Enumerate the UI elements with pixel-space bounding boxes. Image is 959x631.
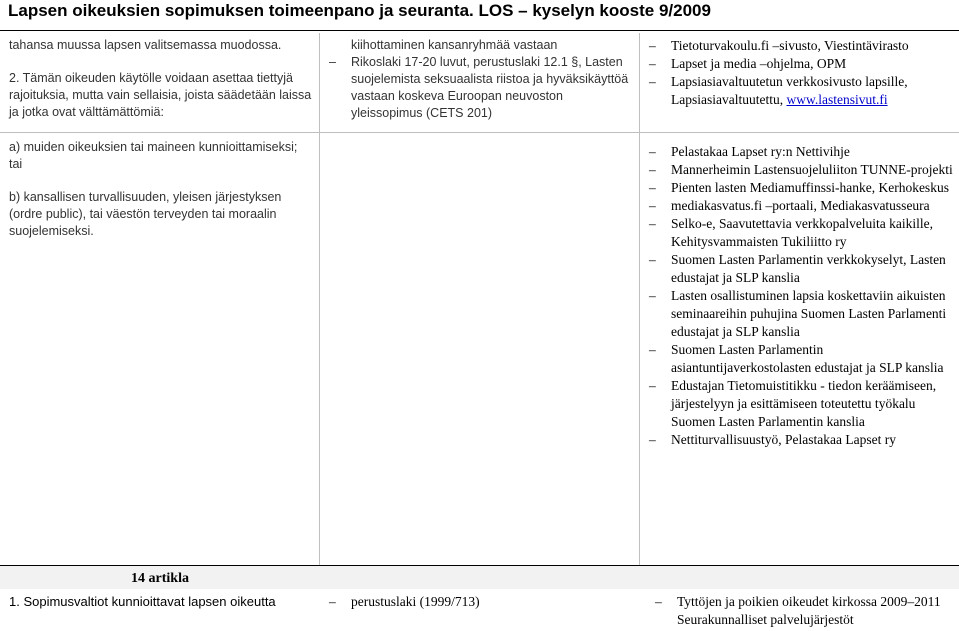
list-item-text: Rikoslaki 17-20 luvut, perustuslaki 12.1 §, Lasten suojelemista seksuaalista riistoa ja hyväksikäyttöä vastaan koskeva Euroopan neuvoston yleissopimus (CETS 201) <box>351 55 629 120</box>
title-rule <box>0 30 959 31</box>
list-item <box>649 251 953 287</box>
article-measure <box>329 593 629 611</box>
list-item-text: Tietoturvakoulu.fi –sivusto, Viestintävirasto <box>671 38 909 53</box>
dash-icon: – <box>649 56 656 71</box>
dash-icon: – <box>649 342 656 357</box>
dash-icon: – <box>649 432 656 447</box>
list-item <box>649 161 953 179</box>
dash-icon: – <box>329 594 336 609</box>
paragraph: tahansa muussa lapsen valitsemassa muodossa. <box>9 38 282 52</box>
dash-icon: – <box>655 594 662 609</box>
content-table <box>0 33 959 565</box>
list-item <box>329 54 633 122</box>
document-title: Lapsen oikeuksien sopimuksen toimeenpano ja seuranta. LOS – kyselyn kooste 9/2009 <box>8 1 711 20</box>
paragraph: 2. Tämän oikeuden käytölle voidaan asettaa tiettyjä rajoituksia, mutta vain sellaisia, joista säädetään laissa ja jotka ovat välttämättömiä: <box>9 71 312 119</box>
cell-col2-row2 <box>320 133 640 565</box>
list-item-text: Mannerheimin Lastensuojeluliiton TUNNE-projekti <box>671 162 953 177</box>
dash-icon: – <box>649 252 656 267</box>
list-item-text: Tyttöjen ja poikien oikeudet kirkossa 2009–2011 Seurakunnalliset palvelujärjestöt <box>677 594 941 627</box>
article-14-section <box>0 565 959 631</box>
article-heading: 14 artikla <box>131 571 189 586</box>
list-item <box>649 341 953 377</box>
list-item-text: Pienten lasten Mediamuffinssi-hanke, Kerhokeskus <box>671 180 949 195</box>
list-item-text: Pelastakaa Lapset ry:n Nettivihje <box>671 144 850 159</box>
list-item <box>649 431 953 449</box>
list-item-text: mediakasvatus.fi –portaali, Mediakasvatusseura <box>671 198 930 213</box>
list-item <box>655 593 945 629</box>
cell-col2-row1 <box>320 33 640 133</box>
list-item-text: Suomen Lasten Parlamentin asiantuntijaverkostolasten edustajat ja SLP kanslia <box>671 342 944 375</box>
list-item <box>649 377 953 431</box>
list-item <box>649 215 953 251</box>
cell-col1-row1 <box>0 33 320 133</box>
dash-icon: – <box>649 378 656 393</box>
list-item-text: Nettiturvallisuustyö, Pelastakaa Lapset ry <box>671 432 896 447</box>
list-item-text: Selko-e, Saavutettavia verkkopalveluita kaikille, Kehitysvammaisten Tukiliitto ry <box>671 216 934 249</box>
list-item <box>649 143 953 161</box>
paragraph: b) kansallisen turvallisuuden, yleisen järjestyksen (ordre public), tai väestön terveyden tai moraalin suojelemiseksi. <box>9 190 282 238</box>
dash-icon: – <box>649 288 656 303</box>
article-resource <box>655 593 945 629</box>
lastensivut-link[interactable]: www.lastensivut.fi <box>786 92 888 107</box>
resources-list <box>649 143 953 449</box>
cell-col3-row2 <box>640 133 959 565</box>
dash-icon: – <box>649 38 656 53</box>
list-item <box>649 37 953 55</box>
list-item-text: Suomen Lasten Parlamentin verkkokyselyt, Lasten edustajat ja SLP kanslia <box>671 252 946 285</box>
article-text: 1. Sopimusvaltiot kunnioittavat lapsen oikeutta <box>9 594 276 609</box>
dash-icon: – <box>649 74 656 89</box>
list-item <box>649 179 953 197</box>
dash-icon: – <box>649 162 656 177</box>
dash-icon: – <box>649 180 656 195</box>
cell-col1-row2 <box>0 133 320 565</box>
resources-list <box>649 37 953 109</box>
list-item-text: Lapset ja media –ohjelma, OPM <box>671 56 847 71</box>
resources-list <box>655 593 945 629</box>
measures-list <box>329 54 633 122</box>
list-item <box>649 73 953 109</box>
paragraph: kiihottaminen kansanryhmää vastaan <box>351 38 558 52</box>
dash-icon: – <box>329 55 336 69</box>
list-item <box>649 55 953 73</box>
dash-icon: – <box>649 216 656 231</box>
list-item-text: Edustajan Tietomuistitikku - tiedon keräämiseen, järjestelyyn ja esittämiseen toteutettu työkalu Suomen Lasten Parlamentin kanslia <box>671 378 937 429</box>
cell-col3-row1 <box>640 33 959 133</box>
dash-icon: – <box>649 198 656 213</box>
paragraph: a) muiden oikeuksien tai maineen kunnioittamiseksi; tai <box>9 140 298 171</box>
list-item <box>649 197 953 215</box>
list-item-text: Lasten osallistuminen lapsia koskettaviin aikuisten seminaareihin puhujina Suomen Lasten Parlamenti edustajat ja SLP kanslia <box>671 288 947 339</box>
list-item-text: Lapsiasiavaltuutetun verkkosivusto lapsille, Lapsiasiavaltuutettu, <box>671 74 908 107</box>
list-item-text: perustuslaki (1999/713) <box>351 594 480 609</box>
list-item <box>649 287 953 341</box>
dash-icon: – <box>649 144 656 159</box>
